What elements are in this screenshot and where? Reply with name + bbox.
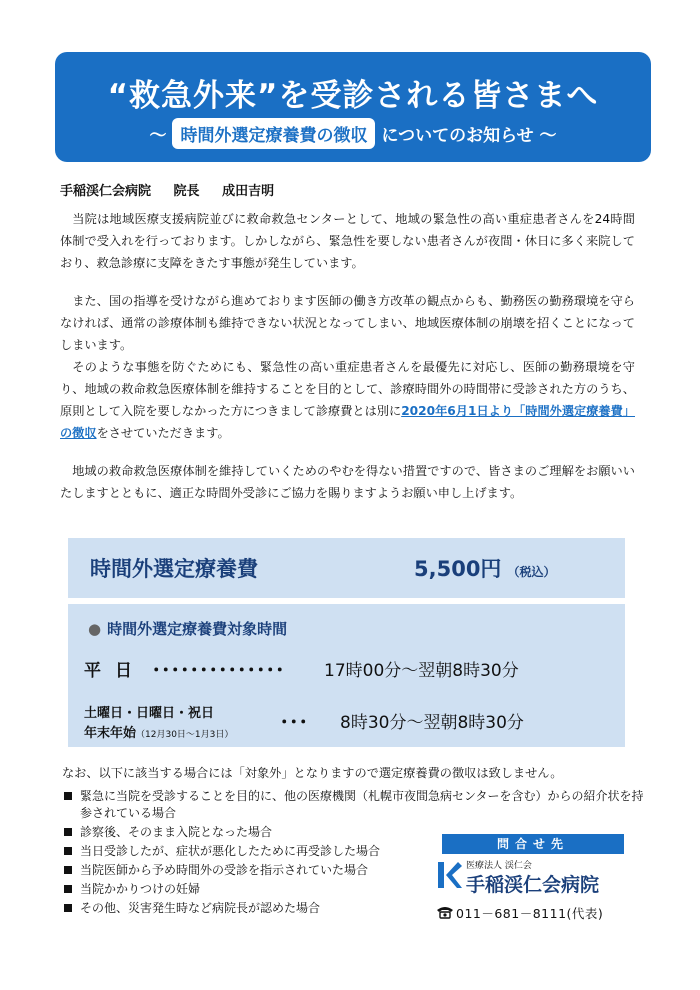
circle-bullet-icon: ● — [88, 620, 102, 638]
header-subtitle — [55, 118, 651, 148]
holiday-label-1: 土曜日・日曜日・祝日 — [84, 706, 215, 721]
list-item: その他、災害発生時など病院長が認めた場合 — [62, 900, 440, 917]
holiday-label-2: 年末年始 — [84, 726, 137, 741]
subtitle-rest: についてのお知らせ ～ — [381, 125, 557, 146]
fee-tax: （税込） — [507, 565, 556, 579]
weekday-time: 17時00分～翌朝8時30分 — [324, 661, 519, 681]
start-date-highlight: 2020年6月1日より「時間外選定療養費」の徴収 — [60, 404, 635, 440]
author-line — [60, 180, 292, 199]
weekday-dots: ･･････････････ — [152, 661, 285, 681]
fee-amount: 5,500円 — [414, 557, 502, 581]
square-bullet-icon — [64, 792, 72, 800]
list-item: 診察後、そのまま入院となった場合 — [62, 824, 440, 841]
holiday-label-2-wrap — [84, 722, 233, 741]
contact-corp: 医療法人 渓仁会 — [466, 861, 532, 871]
list-item: 緊急に当院を受診することを目的に、他の医療機関（札幌市夜間急病センターを含む）からの紹介状を持参されている場合 — [62, 788, 655, 822]
author-role: 院長 — [173, 184, 200, 199]
holiday-dots: ･･･ — [280, 713, 309, 733]
hours-title: 時間外選定療養費対象時間 — [107, 620, 288, 638]
square-bullet-icon — [64, 828, 72, 836]
exemption-note: なお、以下に該当する場合には「対象外」となりますので選定療養費の徴収は致しません。 — [62, 766, 563, 780]
hours-box — [68, 604, 625, 747]
paragraph-3-text: そのような事態を防ぐためにも、緊急性の高い重症患者さんを最優先に対応し、医師の勤務環境を守り、地域の救命救急医療体制を維持することを目的として、診療時間外の時間帯に受診された方のうち、原則として入院を要しなかった方につきまして診療費とは別に — [60, 360, 635, 418]
weekday-label: 平日 — [84, 661, 146, 681]
paragraph-1: 当院は地域医療支援病院並びに救命救急センターとして、地域の緊急性の高い重症患者さんを24時間体制で受入れを行っております。しかしながら、緊急性を要しない患者さんが夜間・休日に多く来院しており、救急診療に支障をきたす事態が発生しています。 — [60, 212, 635, 270]
square-bullet-icon — [64, 866, 72, 874]
author-name: 成田吉明 — [222, 184, 275, 199]
author-hospital: 手稲渓仁会病院 — [60, 184, 152, 199]
paragraph-4: 地域の救命救急医療体制を維持していくためのやむを得ない措置ですので、皆さまのご理解をお願いいたしますとともに、適正な時間外受診にご協力を賜りますようお願い申し上げます。 — [60, 464, 635, 500]
square-bullet-icon — [64, 847, 72, 855]
contact-phone[interactable]: 011－681－8111(代表) — [456, 906, 604, 921]
subtitle-highlight: 時間外選定療養費の徴収 — [172, 118, 375, 149]
contact-title: 問合せ先 — [442, 834, 624, 854]
paragraph-3-end: をさせていただきます。 — [96, 426, 230, 440]
weekday-row — [84, 656, 604, 681]
paragraph-3 — [60, 356, 635, 444]
list-item: 当院かかりつけの妊婦 — [62, 881, 440, 898]
paragraph-2: また、国の指導を受けながら進めております医師の働き方改革の観点からも、勤務医の勤務環境を守らなければ、通常の診療体制も維持できない状況となってしまい、地域医療体制の崩壊を招くことになってしまいます。 — [60, 294, 635, 352]
square-bullet-icon — [64, 904, 72, 912]
holiday-time: 8時30分～翌朝8時30分 — [340, 713, 524, 733]
list-item: 当院医師から予め時間外の受診を指示されていた場合 — [62, 862, 440, 879]
fee-box — [68, 538, 625, 598]
hospital-logo-icon — [436, 858, 462, 892]
hours-title-wrap — [88, 618, 287, 639]
subtitle-tilde-left: ～ — [149, 125, 167, 146]
square-bullet-icon — [64, 885, 72, 893]
list-item: 当日受診したが、症状が悪化したために再受診した場合 — [62, 843, 440, 860]
holiday-note: （12月30日～1月3日） — [136, 730, 234, 740]
header-banner — [55, 52, 651, 162]
fee-label: 時間外選定療養費 — [90, 557, 258, 581]
fee-amount-wrap — [414, 553, 555, 583]
phone-icon — [436, 905, 454, 919]
page-title: “救急外来”を受診される皆さまへ — [107, 78, 599, 114]
contact-hospital: 手稲渓仁会病院 — [466, 874, 600, 896]
